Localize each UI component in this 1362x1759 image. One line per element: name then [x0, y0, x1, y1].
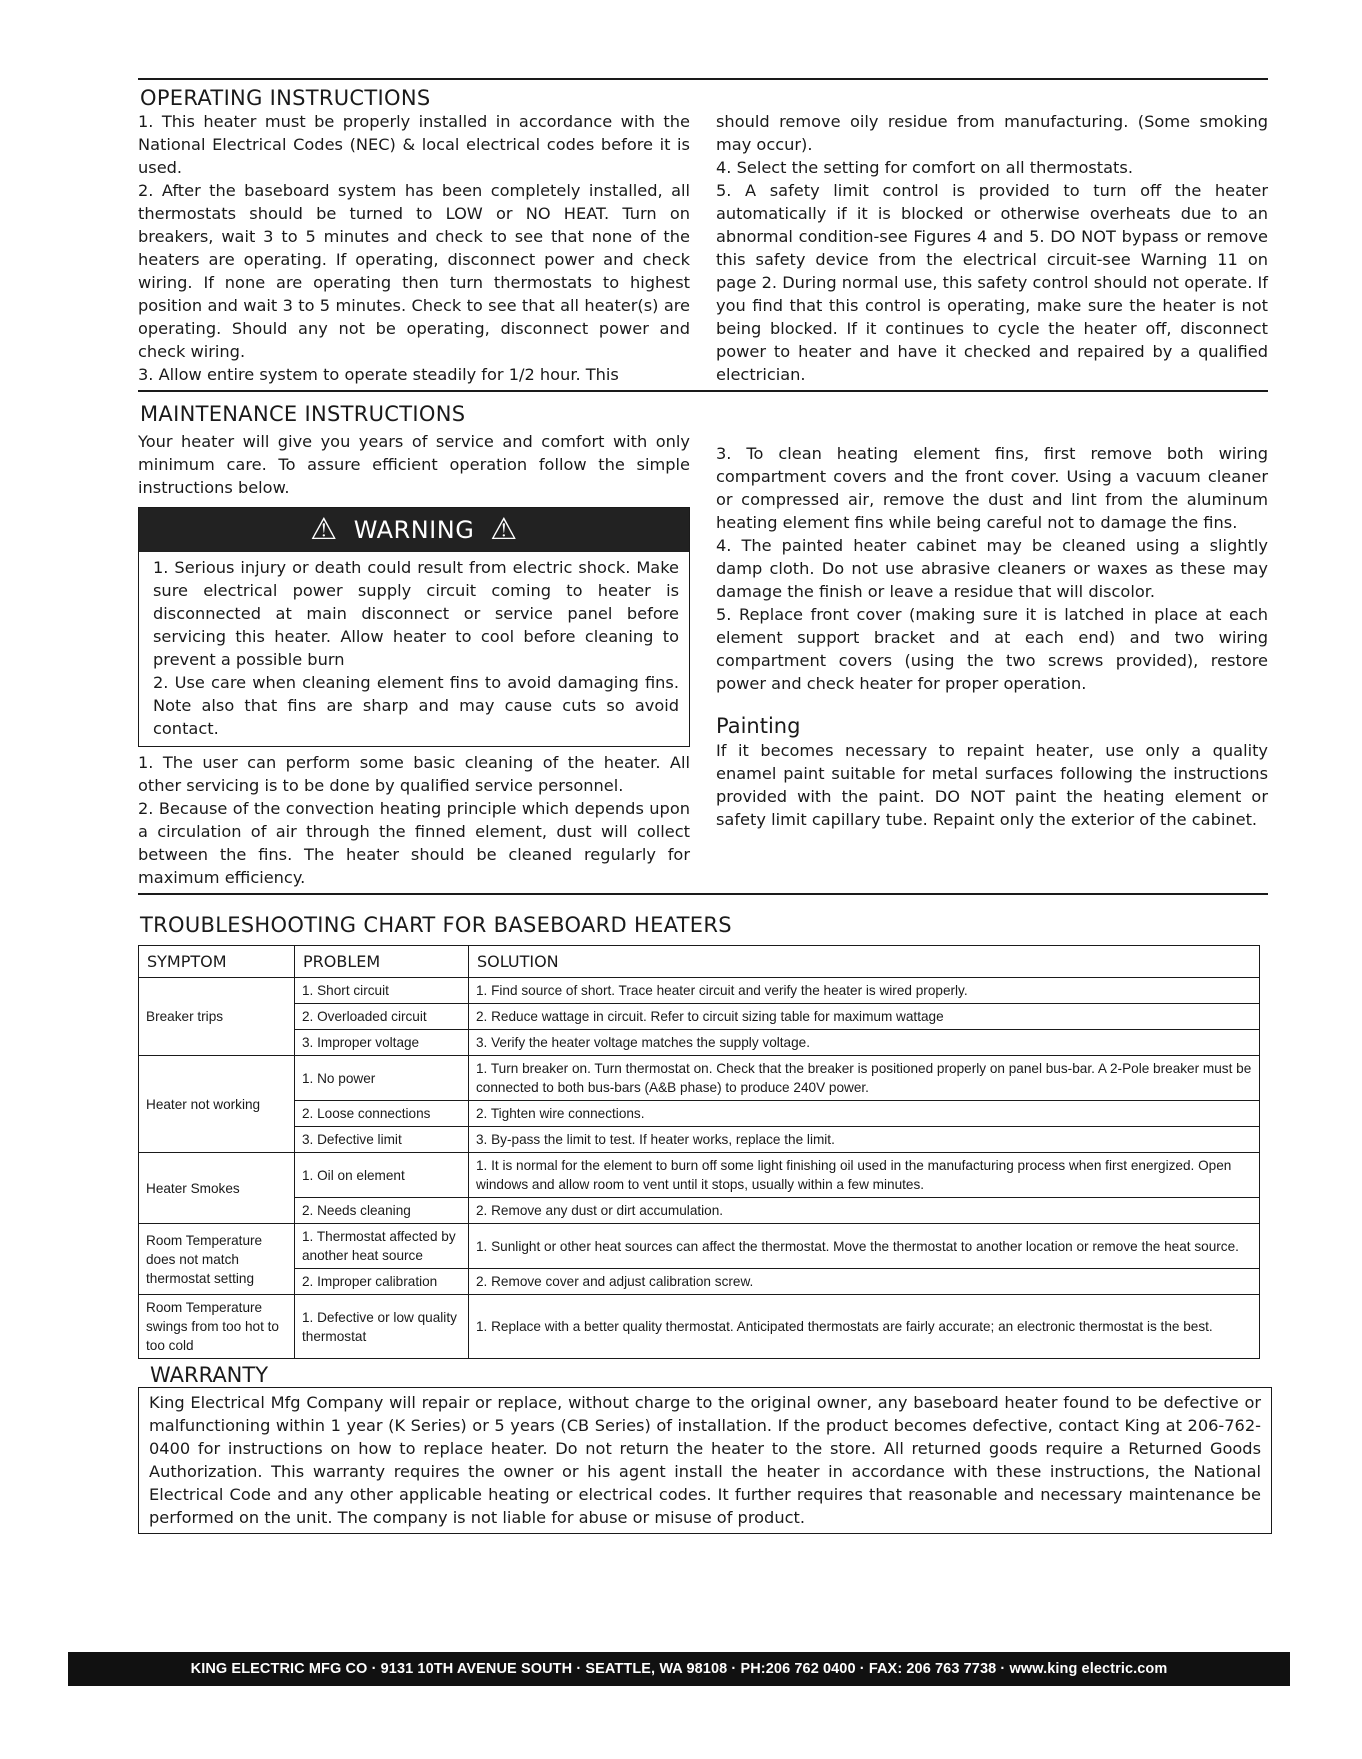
- solution-cell: 1. It is normal for the element to burn off some light finishing oil used in the manufacturing process when first energized. Open windows and allow room to vent until it stops, usually within a few minutes.: [469, 1153, 1260, 1198]
- problem-cell: 1. Oil on element: [295, 1153, 469, 1198]
- header-problem: PROBLEM: [295, 946, 469, 978]
- maintenance-section: [138, 392, 1268, 895]
- footer-bar: [68, 1652, 1290, 1686]
- table-row: [139, 1153, 1260, 1198]
- warning-label: WARNING: [353, 515, 475, 544]
- table-row: [139, 1056, 1260, 1101]
- table-row: [139, 1004, 1260, 1030]
- solution-cell: 2. Remove cover and adjust calibration screw.: [469, 1269, 1260, 1295]
- solution-cell: 1. Sunlight or other heat sources can affect the thermostat. Move the thermostat to another location or remove the heat source.: [469, 1224, 1260, 1269]
- maintenance-paragraph: 3. To clean heating element fins, first remove both wiring compartment covers and the front cover. Using a vacuum cleaner or compressed air, remove the dust and lint from the aluminum heating element fins while being careful not to damage the fins.: [716, 444, 1268, 532]
- table-row: [139, 1101, 1260, 1127]
- operating-paragraph: should remove oily residue from manufacturing. (Some smoking may occur).: [716, 112, 1268, 154]
- operating-paragraph: 5. A safety limit control is provided to turn off the heater automatically if it is blocked or otherwise overheats due to an abnormal condition-see Figures 4 and 5. DO NOT bypass or remove this safety device from the electrical circuit-see Warning 11 on page 2. During normal use, this safety control should not operate. If you find that this control is operating, make sure the heater is not being blocked. If it continues to cycle the heater off, disconnect power to heater and have it checked and repaired by a qualified electrician.: [716, 181, 1268, 384]
- maintenance-intro: Your heater will give you years of service and comfort with only minimum care. To assure efficient operation follow the simple instructions below.: [138, 432, 690, 497]
- problem-cell: 2. Needs cleaning: [295, 1198, 469, 1224]
- operating-right-column: [716, 110, 1268, 386]
- table-row: [139, 1295, 1260, 1359]
- solution-cell: 2. Remove any dust or dirt accumulation.: [469, 1198, 1260, 1224]
- solution-cell: 1. Replace with a better quality thermostat. Anticipated thermostats are fairly accurate; an electronic thermostat is the best.: [469, 1295, 1260, 1359]
- problem-cell: 3. Defective limit: [295, 1127, 469, 1153]
- solution-cell: 2. Reduce wattage in circuit. Refer to circuit sizing table for maximum wattage: [469, 1004, 1260, 1030]
- warning-body: [139, 552, 689, 746]
- solution-cell: 3. By-pass the limit to test. If heater works, replace the limit.: [469, 1127, 1260, 1153]
- table-row: [139, 1198, 1260, 1224]
- warning-item: 2. Use care when cleaning element fins to avoid damaging fins. Note also that fins are sharp and may cause cuts so avoid contact.: [153, 673, 679, 738]
- troubleshooting-section: [138, 895, 1268, 1359]
- operating-paragraph: 1. This heater must be properly installed in accordance with the National Electrical Codes (NEC) & local electrical codes before it is used.: [138, 112, 690, 177]
- problem-cell: 1. Short circuit: [295, 978, 469, 1004]
- operating-paragraph: 3. Allow entire system to operate steadily for 1/2 hour. This: [138, 365, 619, 384]
- solution-cell: 1. Turn breaker on. Turn thermostat on. Check that the breaker is positioned properly on panel bus-bar. A 2-Pole breaker must be connected to both bus-bars (A&B phase) to produce 240V power.: [469, 1056, 1260, 1101]
- warning-triangle-icon: ⚠: [310, 512, 338, 547]
- header-solution: SOLUTION: [469, 946, 1260, 978]
- warning-triangle-icon: ⚠: [490, 512, 518, 547]
- table-row: [139, 978, 1260, 1004]
- maintenance-right-column: [716, 430, 1268, 889]
- maintenance-paragraph: 4. The painted heater cabinet may be cleaned using a slightly damp cloth. Do not use abrasive cleaners or waxes as these may damage the finish or leave a residue that will discolor.: [716, 536, 1268, 601]
- problem-cell: 1. No power: [295, 1056, 469, 1101]
- problem-cell: 1. Thermostat affected by another heat source: [295, 1224, 469, 1269]
- warranty-text: King Electrical Mfg Company will repair or replace, without charge to the original owner, any baseboard heater found to be defective or malfunctioning within 1 year (K Series) or 5 years (CB Series) of installation. If the product becomes defective, contact King at 206-762-0400 for instructions on how to replace heater. Do not return the heater to the store. All returned goods require a Returned Goods Authorization. This warranty requires the owner or his agent install the heater in accordance with these instructions, the National Electrical Code and any other applicable heating or electrical codes. It further requires that reasonable and necessary maintenance be performed on the unit. The company is not liable for abuse or misuse of product.: [138, 1387, 1272, 1534]
- maintenance-paragraph: 2. Because of the convection heating principle which depends upon a circulation of air through the finned element, dust will collect between the fins. The heater should be cleaned regularly for maximum efficiency.: [138, 799, 690, 887]
- table-row: [139, 1030, 1260, 1056]
- symptom-cell: Room Temperature does not match thermostat setting: [139, 1224, 295, 1295]
- maintenance-left-column: [138, 430, 690, 889]
- page: [138, 78, 1268, 1534]
- table-row: [139, 1127, 1260, 1153]
- solution-cell: 1. Find source of short. Trace heater circuit and verify the heater is wired properly.: [469, 978, 1260, 1004]
- maintenance-paragraph: 1. The user can perform some basic cleaning of the heater. All other servicing is to be done by qualified service personnel.: [138, 753, 690, 795]
- table-row: [139, 1269, 1260, 1295]
- operating-paragraph: 4. Select the setting for comfort on all thermostats.: [716, 158, 1133, 177]
- operating-paragraph: 2. After the baseboard system has been completely installed, all thermostats should be turned to LOW or NO HEAT. Turn on breakers, wait 3 to 5 minutes and check to see that none of the heaters are operating. If operating, disconnect power and check wiring. If none are operating then turn thermostats to highest position and wait 3 to 5 minutes. Check to see that all heater(s) are operating. Should any not be operating, disconnect power and check wiring.: [138, 181, 690, 361]
- painting-text: If it becomes necessary to repaint heater, use only a quality enamel paint suitable for metal surfaces following the instructions provided with the paint. DO NOT paint the heating element or safety limit capillary tube. Repaint only the exterior of the cabinet.: [716, 741, 1268, 829]
- troubleshooting-title: TROUBLESHOOTING CHART FOR BASEBOARD HEATERS: [140, 913, 732, 937]
- solution-cell: 3. Verify the heater voltage matches the supply voltage.: [469, 1030, 1260, 1056]
- warning-item: 1. Serious injury or death could result from electric shock. Make sure electrical power supply circuit coming to heater is disconnected at main disconnect or service panel before servicing this heater. Allow heater to cool before cleaning to prevent a possible burn: [153, 558, 679, 669]
- symptom-cell: Heater Smokes: [139, 1153, 295, 1224]
- problem-cell: 3. Improper voltage: [295, 1030, 469, 1056]
- table-row: [139, 1224, 1260, 1269]
- problem-cell: 2. Loose connections: [295, 1101, 469, 1127]
- painting-title: Painting: [716, 714, 801, 738]
- symptom-cell: Room Temperature swings from too hot to too cold: [139, 1295, 295, 1359]
- solution-cell: 2. Tighten wire connections.: [469, 1101, 1260, 1127]
- warranty-title: WARRANTY: [150, 1363, 269, 1387]
- operating-section: [138, 78, 1268, 392]
- header-symptom: SYMPTOM: [139, 946, 295, 978]
- operating-left-column: [138, 110, 690, 386]
- troubleshooting-table: [138, 945, 1260, 1359]
- footer-text: KING ELECTRIC MFG CO · 9131 10TH AVENUE SOUTH · SEATTLE, WA 98108 · PH:206 762 0400 · FAX: 206 763 7738 · www.king electric.com: [190, 1661, 1168, 1677]
- maintenance-title: MAINTENANCE INSTRUCTIONS: [140, 402, 466, 426]
- symptom-cell: Breaker trips: [139, 978, 295, 1056]
- problem-cell: 1. Defective or low quality thermostat: [295, 1295, 469, 1359]
- warning-header: [139, 508, 689, 552]
- maintenance-paragraph: 5. Replace front cover (making sure it is latched in place at each element support bracket and at each end) and two wiring compartment covers (using the two screws provided), restore power and check heater for proper operation.: [716, 605, 1268, 693]
- problem-cell: 2. Improper calibration: [295, 1269, 469, 1295]
- problem-cell: 2. Overloaded circuit: [295, 1004, 469, 1030]
- operating-title: OPERATING INSTRUCTIONS: [140, 86, 431, 110]
- warranty-section: [138, 1363, 1268, 1534]
- symptom-cell: Heater not working: [139, 1056, 295, 1153]
- table-header-row: [139, 946, 1260, 978]
- warning-box: [138, 507, 690, 747]
